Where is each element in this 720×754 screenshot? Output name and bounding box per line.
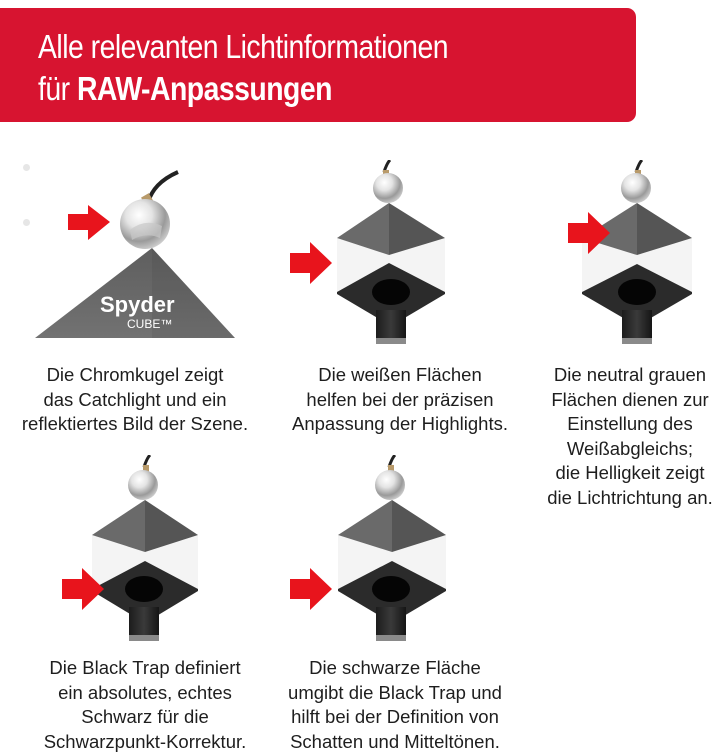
red-arrow-icon (290, 242, 332, 284)
black-trap-hole (372, 576, 410, 602)
mount-stem (622, 310, 652, 338)
header-title-line2 (38, 68, 552, 110)
chrome-sphere-icon (375, 470, 405, 500)
logo-spyder: Spyder (100, 292, 175, 317)
red-arrow-icon (68, 205, 110, 240)
chrome-sphere-icon (128, 470, 158, 500)
figure-chrome-ball (30, 160, 250, 345)
red-arrow-icon (290, 568, 332, 610)
mount-stem (376, 310, 406, 338)
caption-gray-faces: Die neutral grauen Flächen dienen zur Einstellung des Weißabgleichs; die Helligkeit zeigt die Lichtrichtung an. (547, 364, 713, 508)
mount-stem (376, 607, 406, 635)
logo-cube: CUBE™ (127, 317, 173, 331)
chrome-sphere-icon (621, 173, 651, 203)
mount-stem (129, 607, 159, 635)
chrome-sphere-icon (373, 173, 403, 203)
black-trap-hole (372, 279, 410, 305)
black-trap-hole (618, 279, 656, 305)
header-title-line1: Alle relevanten Lichtinformationen (38, 28, 448, 65)
decorative-dot (23, 164, 30, 171)
header-title-prefix: für (38, 70, 77, 107)
header-banner (0, 8, 636, 122)
decorative-dot (23, 219, 30, 226)
caption-black-trap: Die Black Trap definiert ein absolutes, echtes Schwarz für die Schwarzpunkt-Korrektur. (43, 657, 247, 752)
header-title-bold: RAW-Anpassungen (76, 70, 332, 107)
caption-black-face: Die schwarze Fläche umgibt die Black Trap und hilft bei der Definition von Schatten und Mitteltönen. (288, 657, 502, 752)
figure-black-face (280, 455, 460, 645)
figure-white-faces (280, 160, 460, 345)
cable-icon (148, 172, 178, 202)
caption-white-faces: Die weißen Flächen helfen bei der präzisen Anpassung der Highlights. (292, 364, 508, 434)
figure-black-trap (60, 455, 240, 645)
figure-gray-faces (560, 160, 720, 345)
caption-chrome-ball: Die Chromkugel zeigt das Catchlight und ein reflektiertes Bild der Szene. (21, 364, 249, 434)
black-trap-hole (125, 576, 163, 602)
